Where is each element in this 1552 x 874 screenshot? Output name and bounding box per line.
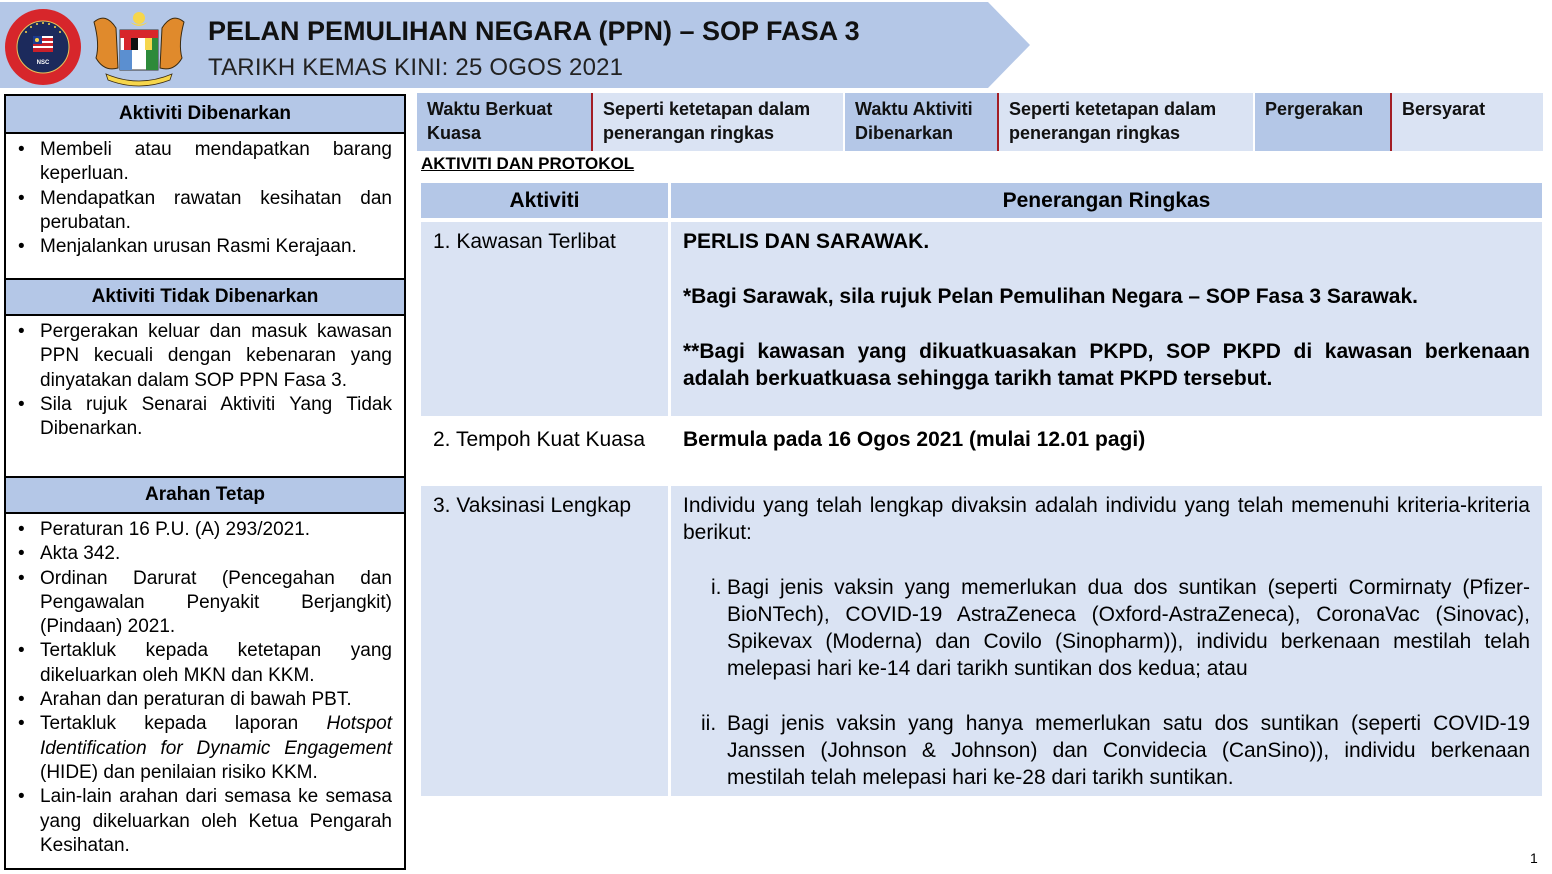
- description-paragraph: **Bagi kawasan yang dikuatkuasakan PKPD, SOP PKPD di kawasan berkenaan adalah berkuatkuasa sehingga tarikh tamat PKPD tersebut.: [683, 340, 1530, 390]
- left-panel: [4, 94, 406, 870]
- criteria-item: [683, 710, 1530, 791]
- list-item: • Pergerakan keluar dan masuk kawasan PPN kecuali dengan kebenaran yang dinyatakan dalam SOP PPN Fasa 3.: [18, 320, 392, 393]
- criteria-number: i.: [711, 576, 722, 599]
- nsc-logo: [4, 8, 82, 86]
- criteria-text: Bagi jenis vaksin yang memerlukan dua dos suntikan (seperti Cormirnaty (Pfizer-BioNTech), COVID-19 AstraZeneca (Oxford-AstraZeneca), CoronaVac (Sinovac), Spikevax (Moderna) dan Covilo (Sinopharm)), individu berkenaan mestilah telah melepasi hari ke-14 dari tarikh suntikan dos kedua; atau: [727, 576, 1530, 680]
- list-item: • Membeli atau mendapatkan barang keperluan.: [18, 138, 392, 187]
- header-banner: [0, 2, 1032, 88]
- section-allowed-body: [6, 134, 404, 278]
- info-label-movement: Pergerakan: [1255, 93, 1390, 151]
- table-row: [421, 486, 1542, 796]
- section-heading-allowed: Aktiviti Dibenarkan: [6, 96, 404, 134]
- section-heading-not-allowed: Aktiviti Tidak Dibenarkan: [6, 278, 404, 316]
- criteria-text: Bagi jenis vaksin yang hanya memerlukan satu dos suntikan (seperti COVID-19 Janssen (Johnson & Johnson) dan Convidecia (CanSino)), individu berkenaan mestilah telah melepasi hari ke-28 dari tarikh suntikan.: [727, 712, 1530, 789]
- activity-cell: 1. Kawasan Terlibat: [421, 222, 668, 416]
- description-cell: [671, 222, 1542, 416]
- section-not-allowed-body: [6, 316, 404, 476]
- activity-table: [421, 183, 1542, 800]
- column-header-activity: Aktiviti: [421, 183, 668, 218]
- activity-cell: 2. Tempoh Kuat Kuasa: [421, 420, 668, 482]
- svg-text:NSC: NSC: [36, 60, 50, 66]
- hide-prefix: Tertakluk kepada laporan: [40, 713, 327, 735]
- info-value-effective-time: Seperti ketetapan dalam penerangan ringkas: [591, 93, 843, 151]
- activity-cell: 3. Vaksinasi Lengkap: [421, 486, 668, 796]
- list-item: • Tertakluk kepada ketetapan yang dikeluarkan oleh MKN dan KKM.: [18, 639, 392, 688]
- list-item: • Lain-lain arahan dari semasa ke semasa yang dikeluarkan oleh Ketua Pengarah Kesihatan.: [18, 785, 392, 858]
- list-item: • Menjalankan urusan Rasmi Kerajaan.: [18, 235, 392, 259]
- list-item: • Mendapatkan rawatan kesihatan dan perubatan.: [18, 187, 392, 236]
- effective-date-bold: Bermula pada 16 Ogos 2021 (mulai 12.01: [683, 428, 1090, 451]
- info-value-movement: Bersyarat: [1390, 93, 1543, 151]
- criteria-number: ii.: [701, 712, 717, 735]
- description-cell: [671, 486, 1542, 796]
- vaccination-intro: Individu yang telah lengkap divaksin adalah individu yang telah memenuhi kriteria-kriteria berikut:: [683, 494, 1530, 544]
- jata-negara-logo: [86, 8, 192, 88]
- list-item: • Sila rujuk Senarai Aktiviti Yang Tidak Dibenarkan.: [18, 393, 392, 442]
- description-paragraph: PERLIS DAN SARAWAK.: [683, 230, 930, 253]
- hide-italic: Hotspot Identification for Dynamic Engagement: [40, 713, 392, 759]
- list-item: • Peraturan 16 P.U. (A) 293/2021.: [18, 518, 392, 542]
- hide-suffix: (HIDE) dan penilaian risiko KKM.: [40, 761, 318, 783]
- info-label-effective-time: Waktu Berkuat Kuasa: [417, 93, 591, 151]
- section-heading-standing-orders: Arahan Tetap: [6, 476, 404, 514]
- list-item: • Arahan dan peraturan di bawah PBT.: [18, 688, 392, 712]
- list-item: • Akta 342.: [18, 542, 392, 566]
- info-label-activity-time: Waktu Aktiviti Dibenarkan: [845, 93, 997, 151]
- description-cell: [671, 420, 1542, 482]
- info-value-activity-time: Seperti ketetapan dalam penerangan ringkas: [997, 93, 1253, 151]
- effective-date-tail: pagi): [1089, 428, 1146, 451]
- page-number: 1: [1530, 850, 1538, 866]
- table-row: [421, 420, 1542, 482]
- section-standing-orders-body: [6, 514, 404, 864]
- criteria-item: [683, 574, 1530, 682]
- list-item: • Ordinan Darurat (Pencegahan dan Pengawalan Penyakit Berjangkit) (Pindaan) 2021.: [18, 567, 392, 640]
- section-label: AKTIVITI DAN PROTOKOL: [421, 154, 635, 173]
- page-title: PELAN PEMULIHAN NEGARA (PPN) – SOP FASA 3: [208, 16, 860, 46]
- list-item-hide: [18, 712, 392, 785]
- table-row: [421, 222, 1542, 416]
- description-paragraph: *Bagi Sarawak, sila rujuk Pelan Pemulihan Negara – SOP Fasa 3 Sarawak.: [683, 285, 1418, 308]
- column-header-description: Penerangan Ringkas: [671, 183, 1542, 218]
- table-header-row: [421, 183, 1542, 218]
- update-date: TARIKH KEMAS KINI: 25 OGOS 2021: [208, 54, 624, 81]
